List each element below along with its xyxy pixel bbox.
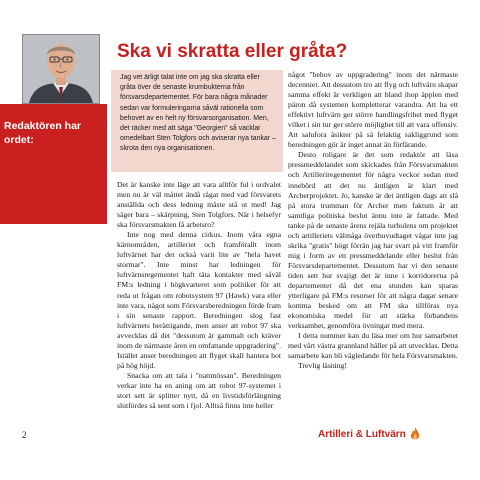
- body-paragraph: Det är kanske inte läge att vara alltför ful i ordvalet men nu är väl måttet ändå rågat med vad försvarets anställda och dess ledning måste stå ut med! Jag säger bara – skärpning, Sten Tolgfors. När i helsefyr ska försvarsmakten få arbetsro?: [117, 180, 281, 230]
- body-column-right: [288, 70, 458, 438]
- magazine-brand: [318, 424, 478, 444]
- portrait-illustration: [23, 35, 99, 103]
- body-paragraph: Desto roligare är det som redaktör att läsa pressmeddelandet som skickades från Försvarsmakten och Artilleriregementet för några veckor sedan med innebörd att det nu äntligen är klart med Archerprojektet. Jo, kanske är det äntligen dags att slå på stora trumman för Archer men faktum är att samtliga politiska beslut ännu inte är fattade. Med tanke på de senaste årens rejäla turbulens om projektet och artilleriets välmåga överhuvudtaget vågar inte jag skrika "gratis" högt förrän jag har svart på vitt framför mig i form av ett pressmeddelande eller beslut från Försvarsdepartementet. Dessutom har vi den senaste tiden sett hur svajigt det är inne i korridorerna på departementet då det ena stunden kan sparas ytterligare på FM:s resurser för att några dagar senare komma besked om att FM ska tillföras nya ekonomiska medel för att stärka förbandens verksamhet, genomföra övningar med mera.: [288, 150, 458, 331]
- body-paragraph: något "behov av uppgradering" inom det närmaste decenniet. Att dessutom tro att flyg och luftvärn skapar samma effekt är verkligen att bland ihop äpplen med päron då systemen kompletterar varandra. Att ha ett effektivt luftvärn ger större handlingsfrihet med flyget vilket i sin tur ger större möjlighet till att vara offensiv. Att salufora åsikter på så felaktig sakliggrund som beredningen gör är inget annat än förfärande.: [288, 70, 458, 150]
- body-paragraph: Snacka om att tala i "nattmössan". Beredningen verkar inte ha en aning om att robot 97-systemet i stort sett är splitter nytt, då en livstidsförlängning slutfördes så sent som i fjol. Alltså finns inte heller: [117, 370, 281, 411]
- left-sidebar: [0, 0, 107, 480]
- body-paragraph: Trevlig läsning!: [298, 361, 348, 371]
- article-title: Ska vi skratta eller gråta?: [117, 41, 348, 62]
- body-column-left: [117, 180, 281, 430]
- page-number: 2: [22, 430, 27, 440]
- magazine-name: Artilleri & Luftvärn: [318, 428, 406, 440]
- author-portrait: [22, 34, 100, 104]
- body-paragraph: I detta nummer kan du läsa mer om hur samarbetet med vårt västra grannland håller på att utvecklas. Detta samarbete kan bli vägledande för hela Försvarsmakten.: [288, 331, 458, 361]
- ingress-box: Jag vet ärligt talat inte om jag ska skratta eller gråta över de senaste krumbukterna från försvarsdepartementet. För bara några månader sedan var formuleringarna såväl rationella som behovet av en helt ny försvarsorganisation. Men, det räcker med att säga "Georgien" så vacklar omedelbart Sten Tolgfors och aviserar nya tankar – skrota den nya organisationen.: [111, 70, 283, 172]
- body-paragraph: Inte nog med denna cirkus. Inom våra egna kärnområden, artilleriet och framförallt inom luftvärnet har det också varit lite av "hela havet stormar". Inte minst har ledningen för luftvärnsregementet haft täta kontakter med såväl FM:s ledning i högkvarteret som politiker för att reda ut frågan om robotsystem 97 (Hawk) vara eller inte vara, något som Försvarsberedningen förde fram i sin senaste rapport. Beredningen slog fast luftvärnets berättigande, men anser att robot 97 ska avvecklas då det "dessutom är gammalt och kräver inom de närmaste åren en omfattande uppgradering". Istället anser beredningen att flyget skall hantera hot på hög höjd.: [117, 230, 281, 370]
- byline: Redaktören har ordet:: [4, 120, 82, 146]
- flame-emblem-icon: [410, 427, 420, 441]
